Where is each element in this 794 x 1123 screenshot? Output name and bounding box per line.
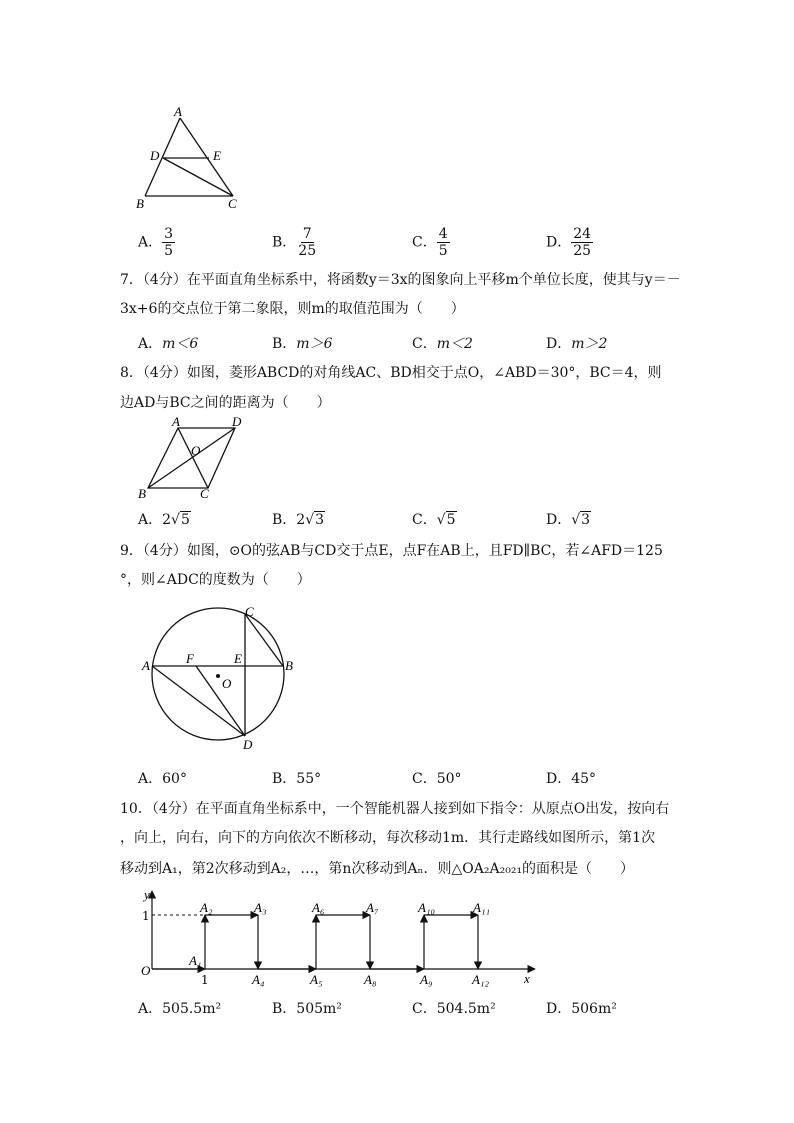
label-a: A [174, 104, 182, 119]
label-b: B [136, 196, 144, 211]
q6-option-d[interactable]: D． $\frac{24}{25}$ [546, 226, 592, 259]
q7-option-b[interactable]: B．m＞6 [272, 336, 333, 352]
label-a11: A₁₁ [473, 900, 490, 915]
q7-option-d[interactable]: D．m＞2 [546, 336, 608, 352]
q8-stem-line1: 8．（4分）如图，菱形ABCD的对角线AC、BD相交于点O，∠ABD＝30°，BC＝4，则 [120, 365, 662, 381]
label-c: C [200, 486, 209, 501]
label-a4: A₄ [252, 972, 265, 987]
q10-option-d[interactable]: D．506m² [546, 1001, 617, 1017]
tick-x-1: 1 [201, 973, 209, 987]
label-f: F [186, 651, 194, 666]
q10-option-a[interactable]: A．505.5m² [138, 1001, 222, 1017]
q10-stem-line1: 10．（4分）在平面直角坐标系中，一个智能机器人接到如下指令：从原点O出发，按向右 [120, 801, 670, 817]
label-a8: A₈ [364, 972, 377, 987]
label-e: E [234, 651, 242, 666]
q7-stem-line2: 3x+6的交点位于第二象限，则m的取值范围为（ ） [120, 301, 465, 317]
label-d: D [232, 415, 242, 429]
label-a: A [142, 658, 150, 673]
q8-option-c[interactable]: C．√5 [412, 512, 456, 528]
q8-option-b[interactable]: B．2√3 [272, 512, 325, 528]
circle-figure [130, 600, 310, 755]
tick-y-1: 1 [142, 909, 150, 923]
q9-option-b[interactable]: B．55° [272, 771, 322, 787]
q6-option-a[interactable]: A． $\frac{3}{5}$ [138, 226, 174, 259]
axis-x-label: x [524, 971, 530, 986]
label-a3: A₃ [254, 900, 267, 915]
label-c: C [228, 196, 237, 211]
q8-stem-line2: 边AD与BC之间的距离为（ ） [120, 395, 331, 411]
q7-stem-line1: 7．（4分）在平面直角坐标系中，将函数y＝3x的图象向上平移m个单位长度，使其与y＝－ [120, 272, 681, 288]
q6-option-b[interactable]: B． $\frac{7}{25}$ [272, 226, 317, 259]
q8-option-d[interactable]: D．√3 [546, 512, 591, 528]
robot-path-figure [130, 885, 550, 990]
origin-label: O [141, 963, 151, 978]
label-a12: A₁₂ [472, 972, 489, 987]
q8-option-a[interactable]: A．2√5 [138, 512, 190, 528]
label-a9: A₉ [420, 972, 433, 987]
q9-option-a[interactable]: A．60° [138, 771, 187, 787]
label-c: C [245, 604, 254, 619]
axis-y-label: y [144, 887, 150, 902]
label-b: B [138, 486, 146, 501]
q9-option-c[interactable]: C．50° [412, 771, 462, 787]
q6-option-c[interactable]: C． $\frac{4}{5}$ [412, 226, 448, 259]
label-a5: A₅ [310, 972, 323, 987]
q10-stem-line3: 移动到A₁，第2次移动到A₂，…，第n次移动到Aₙ．则△OA₂A₂₀₂₁的面积是（ ） [120, 861, 635, 877]
label-o: O [222, 676, 232, 691]
label-d: D [243, 737, 253, 752]
label-a10: A₁₀ [418, 900, 435, 915]
q7-option-c[interactable]: C．m＜2 [412, 336, 473, 352]
rhombus-figure [130, 415, 260, 505]
q10-option-c[interactable]: C．504.5m² [412, 1001, 496, 1017]
label-b: B [285, 658, 293, 673]
q9-stem-line2: °，则∠ADC的度数为（ ） [120, 572, 311, 588]
label-e: E [213, 148, 221, 163]
label-o: O [191, 443, 201, 458]
q9-option-d[interactable]: D．45° [546, 771, 597, 787]
label-d: D [150, 148, 160, 163]
label-a6: A₆ [312, 900, 325, 915]
q10-option-b[interactable]: B．505m² [272, 1001, 342, 1017]
triangle-figure [130, 100, 260, 215]
label-a2: A₂ [200, 900, 213, 915]
label-a: A [172, 415, 180, 429]
q10-stem-line2: ，向上，向右，向下的方向依次不断移动，每次移动1m．其行走路线如图所示，第1次 [120, 830, 656, 846]
label-a7: A₇ [366, 900, 379, 915]
q9-stem-line1: 9．（4分）如图，⊙O的弦AB与CD交于点E，点F在AB上，且FD∥BC，若∠AFD＝125 [120, 543, 663, 559]
label-a1: A₁ [189, 953, 202, 968]
q7-option-a[interactable]: A．m＜6 [138, 336, 199, 352]
